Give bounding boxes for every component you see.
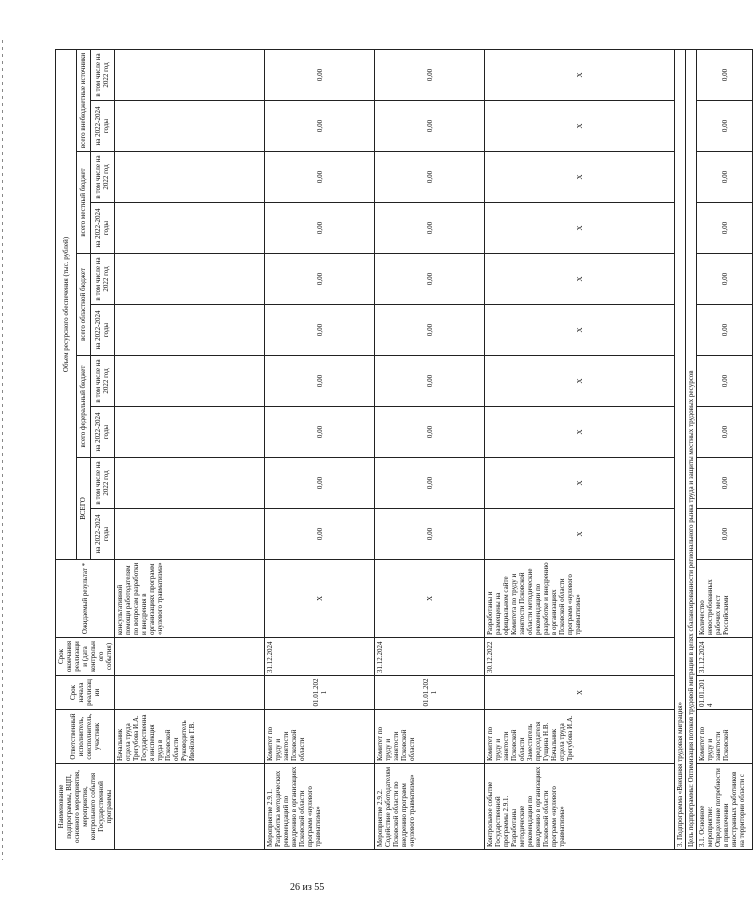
row-start: 01.01.2021 xyxy=(265,676,375,710)
row-value: 0,00 xyxy=(265,152,375,203)
row-name: Мероприятие 2.9.2. Содействие работодателям Псковской области по внедрению программ «нулевого травматизма» xyxy=(375,764,485,850)
row-value: 0,00 xyxy=(375,254,485,305)
row-value xyxy=(115,458,265,509)
row-value: X xyxy=(485,203,675,254)
row-name: Контрольное событие Государственной программы 2.9.1. Разработаны методические рекомендации по внедрению в организациях Псковской области программ «нулевого травматизма» xyxy=(485,764,675,850)
header-sub: на 2022-2024 годы xyxy=(90,305,114,356)
row-value: X xyxy=(485,254,675,305)
header-group-federal: всего федеральный бюджет xyxy=(77,356,91,458)
row-value xyxy=(115,254,265,305)
row-value xyxy=(115,101,265,152)
row-value: 0,00 xyxy=(697,458,753,509)
row-value: 0,00 xyxy=(265,305,375,356)
row-value: X xyxy=(485,458,675,509)
row-value: 0,00 xyxy=(697,509,753,560)
row-exec: Комитет по труду и занятости Псковской области xyxy=(375,710,485,764)
row-value: X xyxy=(485,50,675,101)
header-result: Ожидаемый результат * xyxy=(56,560,115,638)
row-value xyxy=(115,407,265,458)
row-value: 0,00 xyxy=(265,203,375,254)
row-value: 0,00 xyxy=(265,50,375,101)
header-sub: в том числе на 2022 год xyxy=(90,50,114,101)
header-group-total: ВСЕГО xyxy=(77,458,91,560)
row-value xyxy=(115,50,265,101)
row-value xyxy=(115,356,265,407)
row-value xyxy=(115,509,265,560)
row-exec: Начальник отдела труда Трегубова И.А. Государственная инспекция труда в Псковской области Руководитель Ивойлов Г.В. xyxy=(115,710,265,764)
subprogram-goal: Цель подпрограммы: Оптимизация потоков трудовой миграции в целях сбалансированности регионального рынка труда и защиты местных трудовых ресурсов xyxy=(686,50,697,850)
row-value: 0,00 xyxy=(375,101,485,152)
row-value: X xyxy=(485,305,675,356)
header-sub: на 2022-2024 годы xyxy=(90,509,114,560)
row-value: X xyxy=(485,152,675,203)
row-result: Разработаны и размещены на официальном сайте Комитета по труду и занятости Псковской области методические рекомендации по разработке и внедрению в организациях Псковской области программ «нулевого травматизма» xyxy=(485,560,675,638)
row-value: X xyxy=(485,101,675,152)
table-row xyxy=(265,50,375,850)
row-exec: Комитет по труду и занятости Псковской xyxy=(697,710,753,764)
row-end xyxy=(115,638,265,676)
row-value: 0,00 xyxy=(697,254,753,305)
row-value: 0,00 xyxy=(697,152,753,203)
row-start: X xyxy=(485,676,675,710)
header-sub: на 2022-2024 годы xyxy=(90,407,114,458)
row-end: 31.12.2024 xyxy=(697,638,753,676)
row-exec: Комитет по труду и занятости Псковской области xyxy=(265,710,375,764)
row-value: 0,00 xyxy=(265,407,375,458)
row-value: 0,00 xyxy=(265,254,375,305)
header-group-local: всего местный бюджет xyxy=(77,152,91,254)
row-value: 0,00 xyxy=(375,152,485,203)
row-result: X xyxy=(265,560,375,638)
table-row xyxy=(375,50,485,850)
header-resources: Объем ресурсного обеспечения (тыс. рублей) xyxy=(56,50,77,560)
row-value: 0,00 xyxy=(697,101,753,152)
row-value: X xyxy=(485,356,675,407)
page-number: 26 из 55 xyxy=(290,882,325,893)
row-end: 30.12.2022 xyxy=(485,638,675,676)
row-value xyxy=(115,305,265,356)
row-value: 0,00 xyxy=(265,356,375,407)
scan-edge xyxy=(2,40,3,860)
row-value: 0,00 xyxy=(375,356,485,407)
row-value: 0,00 xyxy=(375,458,485,509)
row-value: 0,00 xyxy=(375,50,485,101)
row-start xyxy=(115,676,265,710)
row-value: X xyxy=(485,509,675,560)
row-value: 0,00 xyxy=(265,101,375,152)
row-value xyxy=(115,203,265,254)
row-value: 0,00 xyxy=(375,407,485,458)
row-value: 0,00 xyxy=(265,509,375,560)
row-value: 0,00 xyxy=(697,305,753,356)
row-start: 01.01.2021 xyxy=(375,676,485,710)
table-row xyxy=(115,50,265,850)
row-value: 0,00 xyxy=(375,509,485,560)
row-result: X xyxy=(375,560,485,638)
row-value: 0,00 xyxy=(697,50,753,101)
row-name: 3.1. Основное мероприятие: Определение потребности в привлечении иностранных работников на территории области с xyxy=(697,764,753,850)
table-row xyxy=(485,50,675,850)
row-value: 0,00 xyxy=(375,305,485,356)
row-end: 31.12.2024 xyxy=(375,638,485,676)
row-value: 0,00 xyxy=(697,407,753,458)
header-name: Наименование подпрограммы, ВЦП, основного мероприятия, мероприятия, контрольного события Государственной программы xyxy=(56,764,115,850)
rotated-table-sheet xyxy=(55,50,746,850)
header-group-regional: всего областной бюджет xyxy=(77,254,91,356)
row-result: Количество невостребованных рабочих мест Российскими xyxy=(697,560,753,638)
header-sub: в том числе на 2022 год xyxy=(90,458,114,509)
row-value: 0,00 xyxy=(697,203,753,254)
header-start: Срок начала реализации xyxy=(56,676,115,710)
header-exec: Ответственный исполнитель, соисполнитель, участник xyxy=(56,710,115,764)
header-sub: на 2022-2024 годы xyxy=(90,203,114,254)
row-value: 0,00 xyxy=(265,458,375,509)
header-end: Срок окончания реализации (дата контрольного события) xyxy=(56,638,115,676)
row-start: 01.01.2014 xyxy=(697,676,753,710)
row-value xyxy=(115,152,265,203)
header-sub: в том числе на 2022 год xyxy=(90,254,114,305)
header-sub: на 2022-2024 годы xyxy=(90,101,114,152)
section-title: 3. Подпрограмма «Внешняя трудовая миграция» xyxy=(675,50,686,850)
row-result: консультативной помощи работодателям по вопросам разработки и внедрения в организациях программ «нулевого травматизма» xyxy=(115,560,265,638)
row-end: 31.12.2024 xyxy=(265,638,375,676)
resource-table xyxy=(55,49,753,850)
header-sub: в том числе на 2022 год xyxy=(90,356,114,407)
row-value: X xyxy=(485,407,675,458)
header-group-extra: всего внебюджетные источники xyxy=(77,50,91,152)
row-name: Мероприятие 2.9.1. Разработка методических рекомендаций по внедрению в организациях Псковской области программ «нулевого травматизма» xyxy=(265,764,375,850)
row-value: 0,00 xyxy=(375,203,485,254)
row-exec: Комитет по труду и занятости Псковской области Заместитель председателя Гущина Н.В. Начальник отдела труда Трегубова И.А. xyxy=(485,710,675,764)
row-name xyxy=(115,764,265,850)
header-sub: в том числе на 2022 год xyxy=(90,152,114,203)
row-value: 0,00 xyxy=(697,356,753,407)
